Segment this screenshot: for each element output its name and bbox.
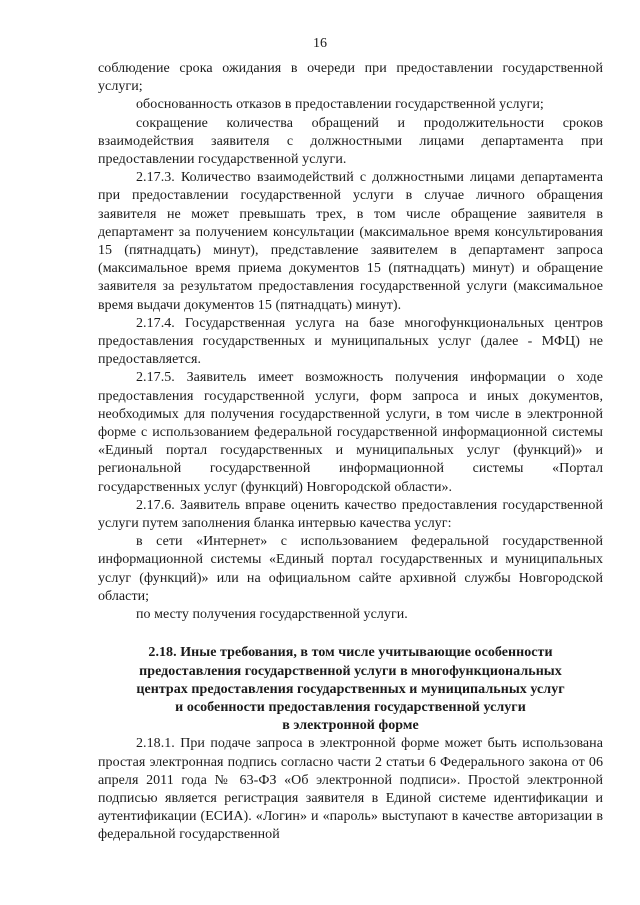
page-number: 16: [313, 36, 327, 51]
paragraph-queue-waiting: соблюдение срока ожидания в очереди при предоставлении государственной услуги;: [98, 61, 603, 95]
paragraph-place-option: по месту получения государственной услуги.: [136, 607, 408, 623]
heading-line: в электронной форме: [282, 718, 419, 734]
paragraph-reduce-interactions: сокращение количества обращений и продолжительности сроков взаимодействия заявителя с должностными лицами департамента при предоставлении государственной услуги.: [98, 115, 603, 168]
heading-line: 2.18. Иные требования, в том числе учитывающие особенности: [148, 645, 553, 661]
heading-line: и особенности предоставления государственной услуги: [175, 699, 526, 715]
heading-line: предоставления государственной услуги в многофункциональных: [139, 663, 562, 679]
paragraph-2-18-1: 2.18.1. При подаче запроса в электронной форме может быть использована простая электронная подпись согласно части 2 статьи 6 Федерального закона от 06 апреля 2011 года № 63-ФЗ «Об электронной подписи». Простой электронной подписью является регистрация заявителя в Единой системе идентификации и аутентификации (ЕСИА). «Логин» и «пароль» выступают в качестве авторизации в федеральной государственной: [98, 736, 603, 843]
heading-line: центрах предоставления государственных и муниципальных услуг: [136, 681, 565, 697]
document-body: [98, 60, 603, 845]
paragraph-2-17-5: 2.17.5. Заявитель имеет возможность получения информации о ходе предоставления государственной услуги, форм запроса и иных документов, необходимых для получения государственной услуги, в том числе в электронной форме с использованием федеральной государственной информационной системы «Единый портал государственных и муниципальных услуг (функций)» и региональной государственной информационной системы «Портал государственных услуг (функций) Новгородской области».: [98, 370, 603, 495]
section-heading-2-18: [98, 644, 603, 735]
paragraph-2-17-3: 2.17.3. Количество взаимодействий с должностными лицами департамента при предоставлении государственной услуги в случае личного обращения заявителя не может превышать трех, в том числе обращение заявителя в департамент за получением консультации (максимальное время консультирования 15 (пятнадцать) минут), представление заявителем в департамент запроса (максимальное время приема документов 15 (пятнадцать) минут) и обращение заявителя за результатом предоставления государственной услуги (максимальное время выдачи документов 15 (пятнадцать) минут).: [98, 170, 603, 313]
paragraph-refusal-validity: обоснованность отказов в предоставлении государственной услуги;: [136, 97, 544, 113]
paragraph-2-17-6: 2.17.6. Заявитель вправе оценить качество предоставления государственной услуги путем заполнения бланка интервью качества услуг:: [98, 497, 603, 532]
paragraph-2-17-4: 2.17.4. Государственная услуга на базе многофункциональных центров предоставления государственных и муниципальных услуг (далее - МФЦ) не предоставляется.: [98, 315, 603, 368]
paragraph-internet-option: в сети «Интернет» с использованием федеральной государственной информационной системы «Единый портал государственных и муниципальных услуг (функций)» или на официальном сайте архивной службы Новгородской области;: [98, 534, 603, 604]
